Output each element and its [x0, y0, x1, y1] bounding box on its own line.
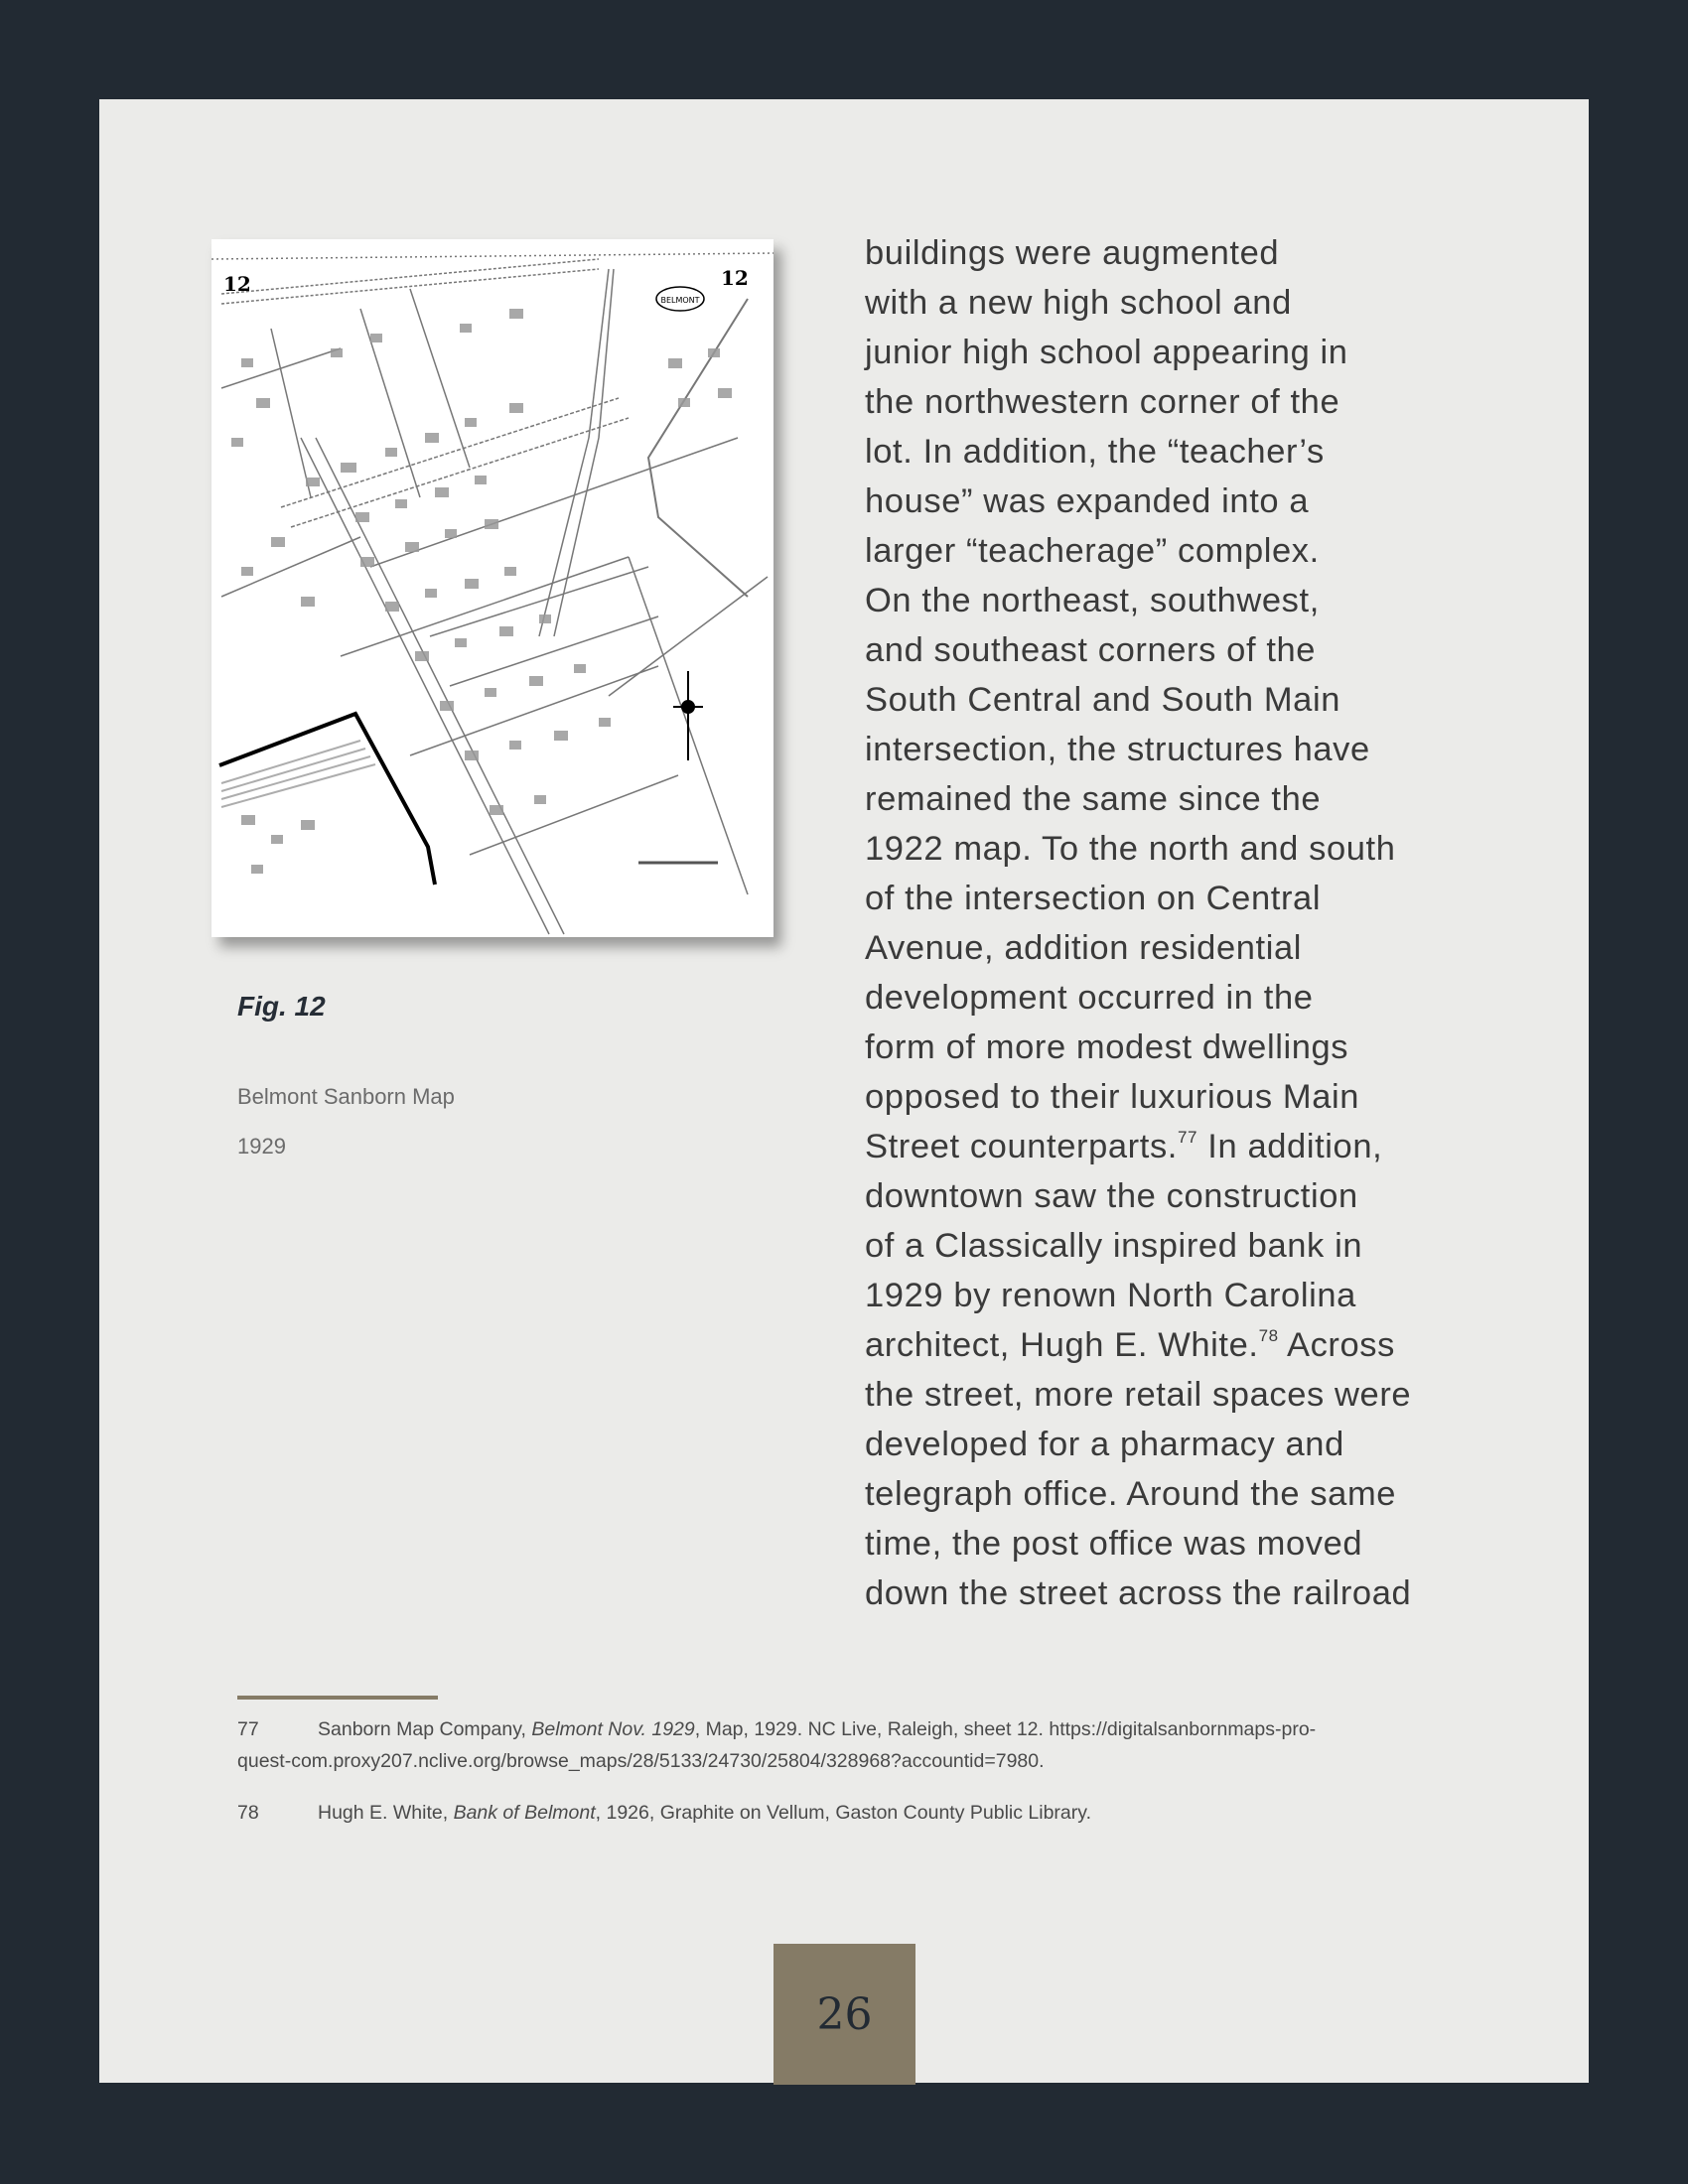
map-sheet-number-right: 12: [721, 266, 749, 290]
body-line: time, the post office was moved: [865, 1525, 1363, 1563]
footnote-text: Sanborn Map Company,: [318, 1718, 532, 1740]
footnote-text: , Map, 1929. NC Live, Raleigh, sheet 12. https://digitalsanbornmaps-pro-: [694, 1718, 1317, 1740]
body-line: larger “teacherage” complex.: [865, 532, 1320, 570]
body-line: of the intersection on Central: [865, 880, 1322, 917]
body-line: house” was expanded into a: [865, 482, 1310, 520]
body-line: junior high school appearing in: [865, 334, 1348, 371]
body-text: [865, 228, 1510, 1618]
page: [99, 99, 1589, 2083]
footnote-78: [237, 1797, 1478, 1829]
body-line: South Central and South Main: [865, 681, 1341, 719]
body-line: Avenue, addition residential: [865, 929, 1303, 967]
body-line: downtown saw the construction: [865, 1177, 1358, 1215]
body-line: 1929 by renown North Carolina: [865, 1277, 1356, 1314]
footnote-text: Hugh E. White,: [318, 1802, 454, 1824]
map-stamp: BELMONT: [660, 296, 700, 305]
footnote-ref-77[interactable]: 77: [1178, 1128, 1198, 1147]
body-line: of a Classically inspired bank in: [865, 1227, 1363, 1265]
body-line: intersection, the structures have: [865, 731, 1370, 768]
page-number: 26: [816, 1988, 873, 2040]
body-line: 1922 map. To the north and south: [865, 830, 1396, 868]
page-number-box: [774, 1944, 915, 2085]
body-line: remained the same since the: [865, 780, 1322, 818]
footnote-number: 78: [237, 1802, 259, 1824]
figure-caption-title: Belmont Sanborn Map: [237, 1084, 455, 1109]
body-line: development occurred in the: [865, 979, 1314, 1017]
body-line-footnote-78: [865, 1320, 1510, 1370]
body-line: On the northeast, southwest,: [865, 582, 1320, 619]
body-line-text: In addition,: [1197, 1128, 1383, 1165]
body-line: lot. In addition, the “teacher’s: [865, 433, 1325, 471]
footnote-url-continued[interactable]: quest-com.proxy207.nclive.org/browse_maps/28/5133/24730/25804/328968?accountid=7980.: [237, 1750, 1045, 1772]
figure-caption-year: 1929: [237, 1134, 286, 1159]
body-line: opposed to their luxurious Main: [865, 1078, 1360, 1116]
body-line-text: Across: [1278, 1326, 1396, 1364]
footnote-title: Belmont Nov. 1929: [531, 1718, 695, 1740]
map-sheet-number-left: 12: [223, 272, 251, 296]
map-drawing: [211, 239, 774, 937]
footnote-divider: [237, 1696, 438, 1700]
body-line: with a new high school and: [865, 284, 1292, 322]
body-line: developed for a pharmacy and: [865, 1426, 1344, 1463]
body-line-text: Street counterparts.: [865, 1128, 1178, 1165]
footnote-ref-78[interactable]: 78: [1258, 1326, 1279, 1345]
body-line: down the street across the railroad: [865, 1574, 1412, 1612]
body-line: telegraph office. Around the same: [865, 1475, 1397, 1513]
body-line: buildings were augmented: [865, 234, 1280, 272]
body-line: form of more modest dwellings: [865, 1028, 1349, 1066]
footnote-title: Bank of Belmont: [453, 1802, 596, 1824]
body-line: the northwestern corner of the: [865, 383, 1340, 421]
figure-label: Fig. 12: [237, 991, 326, 1022]
footnote-number: 77: [237, 1718, 259, 1740]
footnotes: [237, 1713, 1478, 1848]
body-line: the street, more retail spaces were: [865, 1376, 1412, 1414]
body-line-footnote-77: [865, 1122, 1510, 1171]
figure-caption: [237, 1072, 455, 1171]
body-line-text: architect, Hugh E. White.: [865, 1326, 1259, 1364]
footnote-text: , 1926, Graphite on Vellum, Gaston County Public Library.: [595, 1802, 1091, 1824]
footnote-77: [237, 1713, 1478, 1777]
body-line: and southeast corners of the: [865, 631, 1317, 669]
sanborn-map-image: [211, 239, 774, 937]
